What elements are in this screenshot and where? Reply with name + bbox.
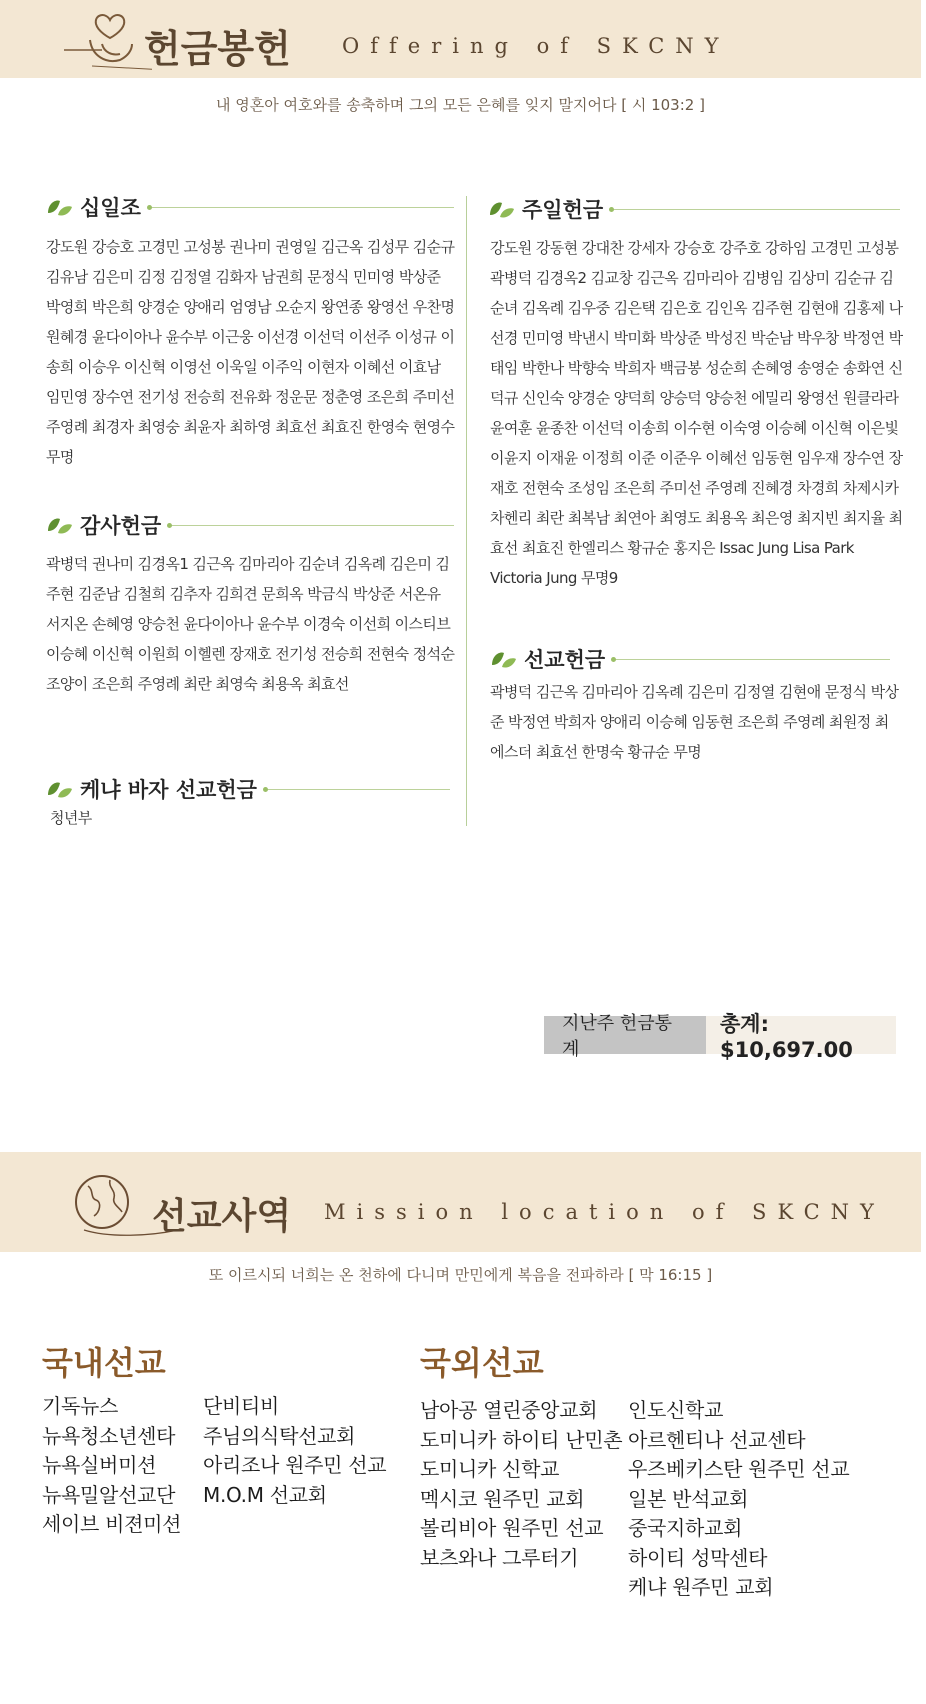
offering-verse: 내 영혼아 여호와를 송축하며 그의 모든 은혜를 잊지 말지어다 [ 시 103:2 ] — [216, 96, 705, 114]
list-item: 세이브 비젼미션 — [42, 1512, 182, 1536]
leaf-icon — [490, 649, 518, 669]
tithe-heading — [46, 192, 454, 222]
stats-total: 총계: $10,697.00 — [706, 1016, 896, 1054]
list-item: 아리조나 원주민 선교 — [203, 1453, 387, 1477]
sunday-title: 주일헌금 — [522, 198, 604, 222]
list-item: 단비티비 — [203, 1394, 280, 1418]
heart-hands-icon — [62, 10, 152, 72]
section-divider — [267, 789, 450, 790]
domestic-list-2 — [203, 1392, 386, 1510]
weekly-stats — [544, 1012, 896, 1062]
thanks-names: 곽병덕 권나미 김경옥1 김근옥 김마리아 김순녀 김옥례 김은미 김주현 김준남 김철희 김추자 김희견 문희옥 박금식 박상준 서온유 서지온 손혜영 양승천 윤다이아나 윤수부 이경숙 이선희 이스티브 이승혜 이신혁 이원희 이헬렌 장재호 전기성 전승희 전현숙 정석순 조양이 조은희 주영례 최란 최영숙 최용옥 최효선 — [46, 555, 455, 693]
domestic-title: 국내선교 — [42, 1344, 166, 1382]
list-item: 뉴욕밀알선교단 — [42, 1482, 176, 1507]
overseas-list-1 — [420, 1396, 622, 1573]
domestic-list-1 — [42, 1392, 181, 1540]
mission-offering-names: 곽병덕 김근옥 김마리아 김옥례 김은미 김정열 김현애 문정식 박상준 박정연 박희자 양애리 이승혜 임동현 조은희 주영례 최원정 최에스더 최효선 한명숙 황규순 무명 — [490, 683, 899, 761]
tithe-names: 강도원 강승호 고경민 고성봉 권나미 권영일 김근옥 김성무 김순규 김유남 김은미 김정 김정열 김화자 남권희 문정식 민미영 박상준 박영희 박은희 양경순 양애리 엄영남 오순지 왕연종 왕영선 우찬명 원혜경 윤다이아나 윤수부 이근웅 이선경 이선덕 이선주 이성규 이송희 이승우 이신혁 이영선 이욱일 이주익 이현자 이혜선 이효남 임민영 장수연 전기성 전승희 전유화 정운문 정춘영 조은희 주미선 주영례 최경자 최영숭 최윤자 최하영 최효선 최효진 한영숙 현영수 무명 — [46, 238, 455, 466]
leaf-icon — [46, 515, 74, 535]
sunday-names: 강도원 강동현 강대찬 강세자 강승호 강주호 강하임 고경민 고성봉 곽병덕 김경옥2 김교창 김근옥 김마리아 김병임 김상미 김순규 김순녀 김옥례 김우중 김은택 김은호 김인옥 김주현 김현애 김홍제 나선경 민미영 박낸시 박미화 박상준 박성진 박순남 박우창 박정연 박태임 박한나 박향숙 박희자 백금봉 성순희 손혜영 송영순 송화연 신덕규 신인숙 양경순 양덕희 양승덕 양승천 에밀리 왕영선 원클라라 윤여훈 윤종찬 이선덕 이송희 이수현 이숙영 이승혜 이신혁 이은빛 이윤지 이재윤 이정희 이준 이준우 이혜선 임동현 임우재 장수연 장재호 전현숙 조성임 조은희 주미선 주영례 진혜경 차경희 차제시카 차헨리 최란 최복남 최연아 최영도 최용옥 최은영 최지빈 최지율 최효선 최효진 한엘리스 황규순 홍지은 Issac Jung Lisa Park Victoria Jung 무명9 — [490, 239, 903, 587]
column-divider — [466, 196, 467, 826]
thanks-heading — [46, 510, 454, 540]
overseas-list-2 — [628, 1396, 849, 1603]
list-item: 도미니카 신학교 — [420, 1457, 560, 1481]
list-item: 도미니카 하이티 난민촌 — [420, 1427, 623, 1452]
missions-banner — [0, 1152, 921, 1252]
list-item: 주님의식탁선교회 — [203, 1423, 356, 1448]
list-item: 케냐 원주민 교회 — [628, 1575, 774, 1599]
list-item: 기독뉴스 — [42, 1394, 119, 1418]
kenya-names: 청년부 — [50, 809, 92, 827]
sunday-heading — [488, 194, 900, 224]
tithe-title: 십일조 — [80, 196, 141, 220]
section-divider — [615, 659, 890, 660]
list-item: 인도신학교 — [628, 1398, 724, 1422]
section-divider — [613, 209, 900, 210]
kenya-title: 케냐 바자 선교헌금 — [80, 778, 257, 802]
list-item: 뉴욕청소년센타 — [42, 1423, 176, 1448]
leaf-icon — [46, 779, 74, 799]
mission-offering-heading — [490, 644, 890, 674]
list-item: 하이티 성막센타 — [628, 1545, 768, 1570]
list-item: 보츠와나 그루터기 — [420, 1545, 579, 1570]
list-item: 중국지하교회 — [628, 1516, 743, 1540]
missions-verse: 또 이르시되 너희는 온 천하에 다니며 만민에게 복음을 전파하라 [ 막 16:15 ] — [208, 1266, 713, 1284]
offering-title: 헌금봉헌 — [144, 27, 291, 71]
section-divider — [171, 525, 454, 526]
list-item: 뉴욕실버미션 — [42, 1453, 157, 1477]
stats-label: 지난주 헌금통계 — [544, 1016, 706, 1054]
missions-title: 선교사역 — [152, 1196, 292, 1237]
offering-subtitle: Offering of SKCNY — [342, 34, 730, 58]
list-item: M.O.M 선교회 — [203, 1482, 327, 1507]
list-item: 볼리비아 원주민 선교 — [420, 1516, 604, 1540]
mission-offering-title: 선교헌금 — [524, 648, 606, 672]
list-item: 멕시코 원주민 교회 — [420, 1486, 585, 1511]
leaf-icon — [488, 199, 516, 219]
list-item: 일본 반석교회 — [628, 1486, 749, 1511]
thanks-title: 감사헌금 — [80, 514, 162, 538]
list-item: 남아공 열린중앙교회 — [420, 1398, 598, 1422]
kenya-heading — [46, 774, 450, 804]
list-item: 아르헨티나 선교센타 — [628, 1427, 806, 1452]
list-item: 우즈베키스탄 원주민 선교 — [628, 1457, 850, 1481]
offering-banner — [0, 0, 921, 78]
missions-subtitle: Mission location of SKCNY — [324, 1200, 885, 1224]
section-divider — [151, 207, 454, 208]
overseas-title: 국외선교 — [420, 1344, 544, 1382]
leaf-icon — [46, 197, 74, 217]
